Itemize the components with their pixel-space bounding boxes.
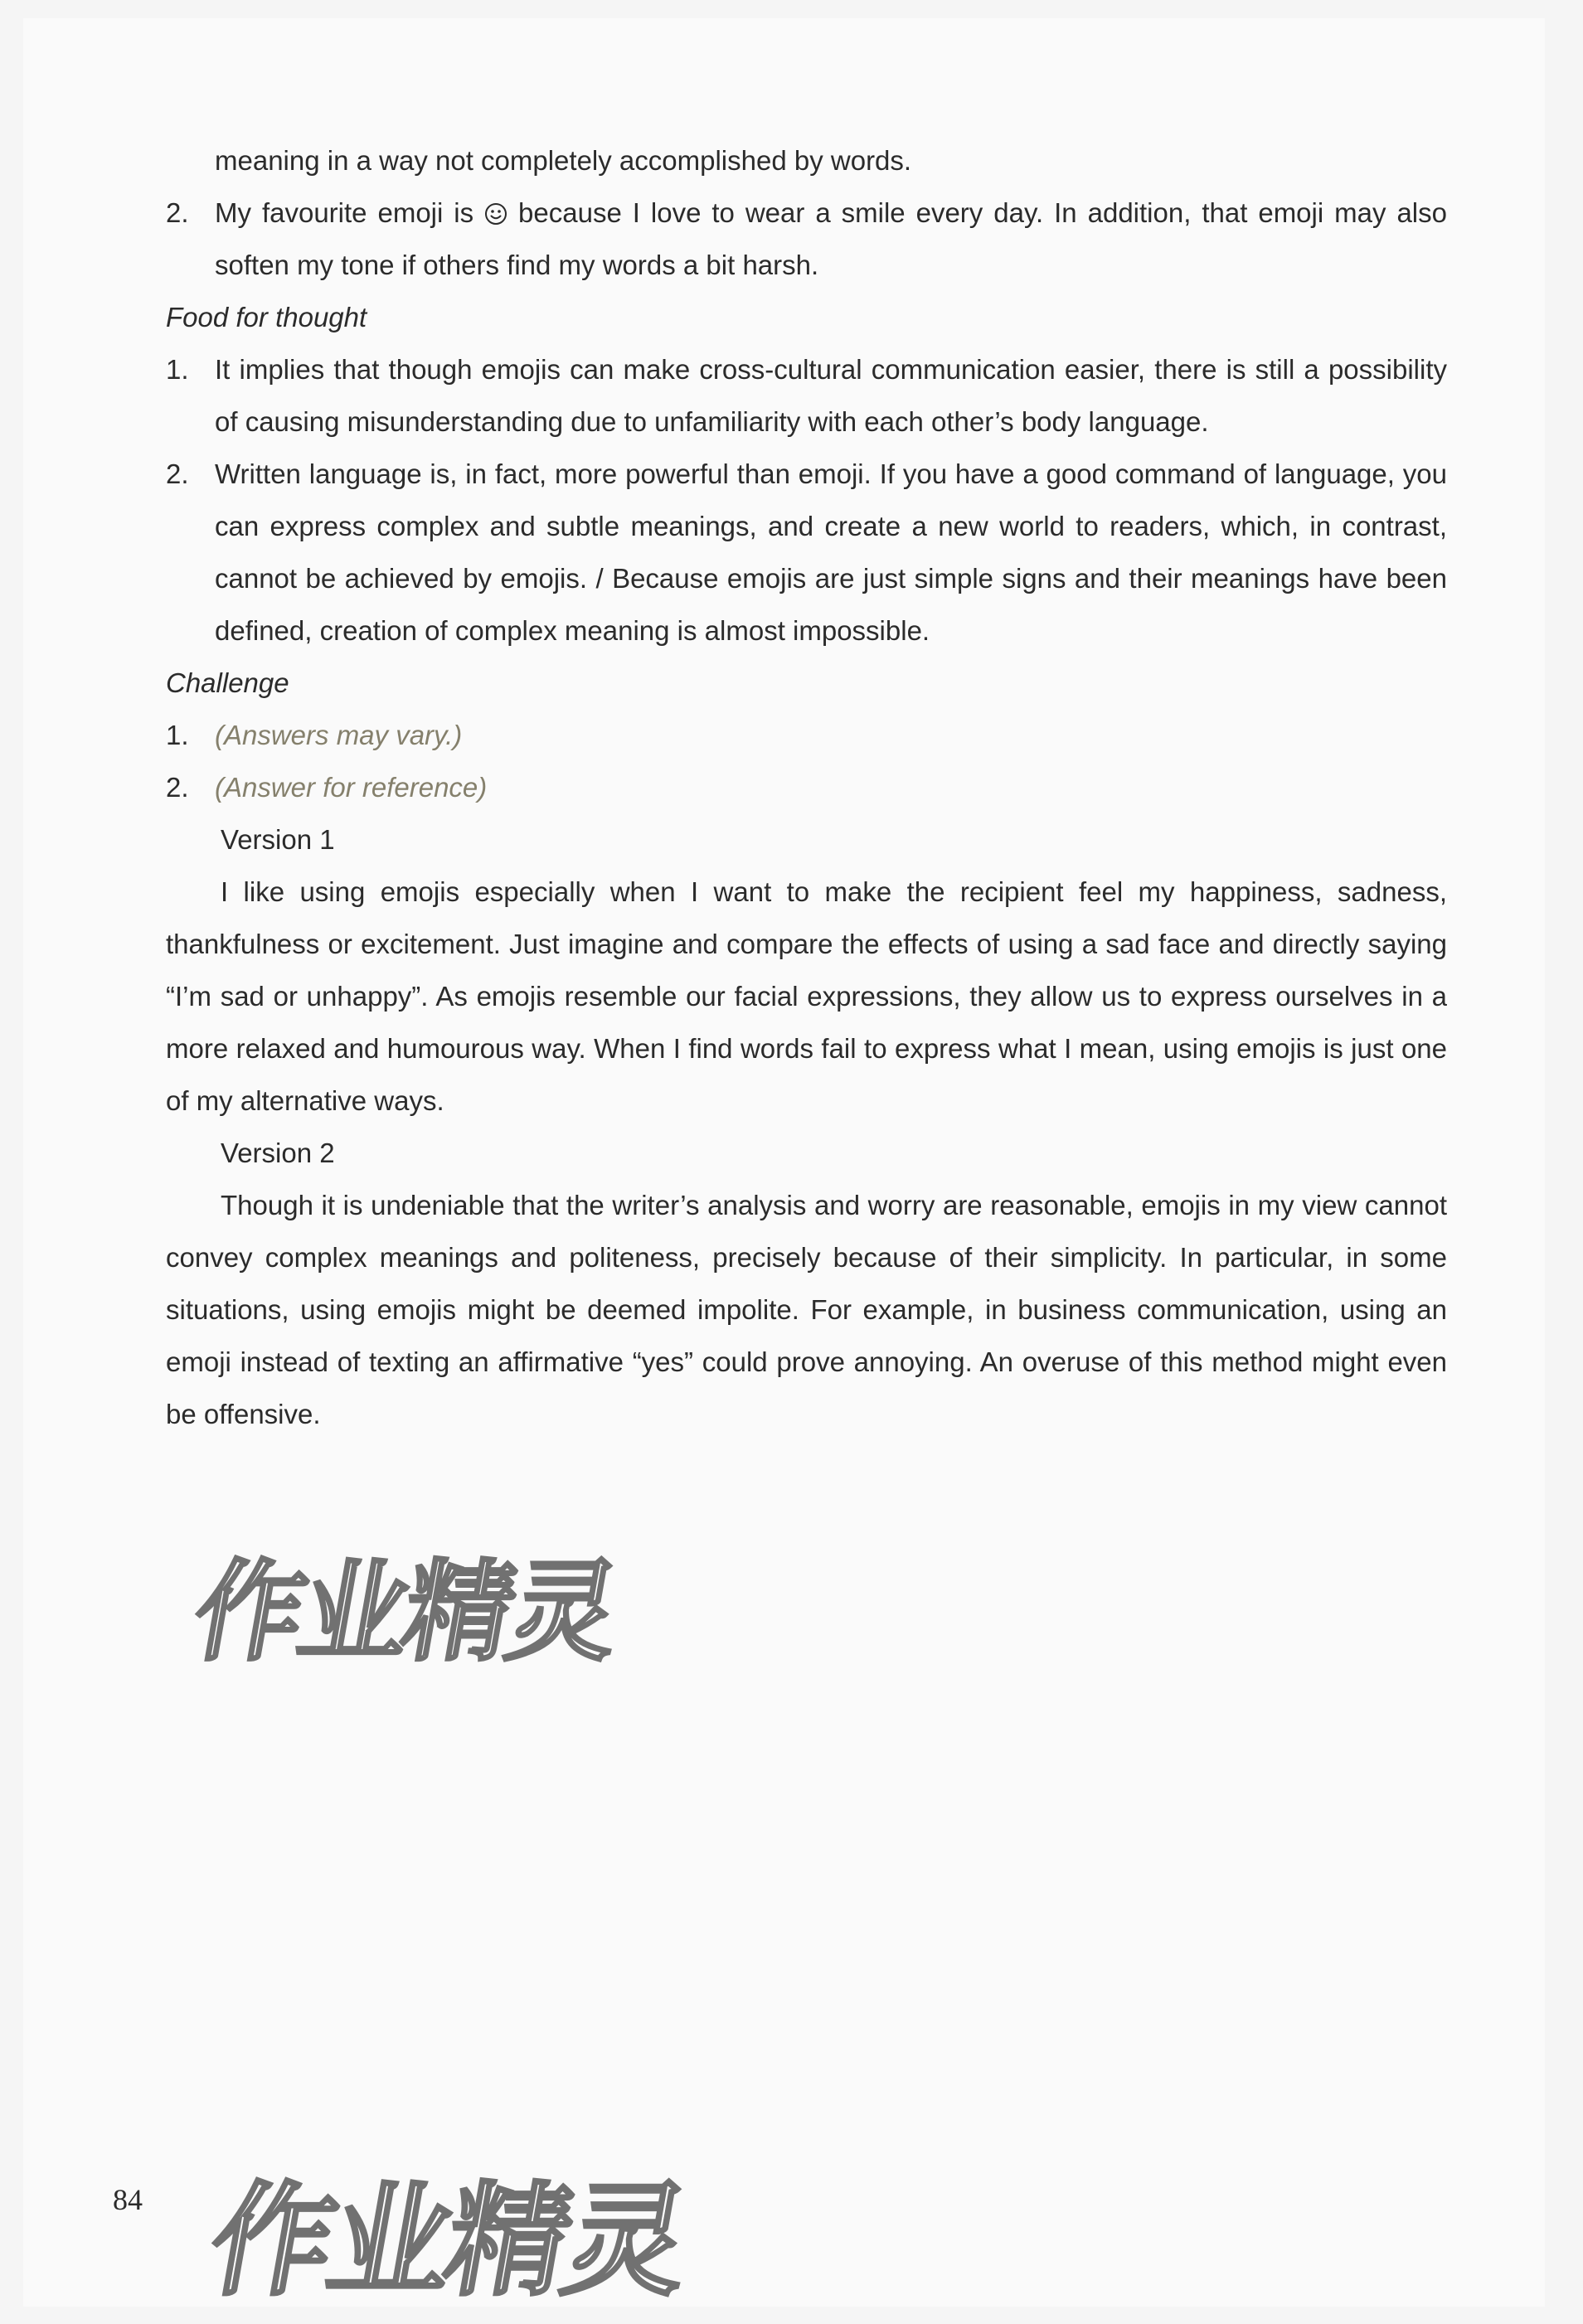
watermark-logo-bottom: 作业精灵 [199, 2170, 697, 2312]
version-2-paragraph: Though it is undeniable that the writer’s analysis and worry are reasonable, emojis in my view cannot convey complex meanings and politeness, precisely because of their simplicity. In particular, in some situations, using emojis might be deemed impolite. For example, in business communication, using an emoji instead of texting an affirmative “yes” could prove annoying. An overuse of this method might even be offensive. [166, 1190, 1447, 1429]
section-title-challenge: Challenge [166, 667, 289, 698]
answer-item-2 [166, 187, 1447, 291]
smiley-face-icon [484, 202, 507, 226]
version-1-paragraph: I like using emojis especially when I want to make the recipient feel my happiness, sadness, thankfulness or excitement. Just imagine and compare the effects of using a sad face and directly saying “I’m sad or unhappy”. As emojis resemble our facial expressions, they allow us to express ourselves in a more relaxed and humourous way. When I find words fail to express what I mean, using emojis is just one of my alternative ways. [166, 876, 1447, 1116]
item-number: 1. [166, 720, 189, 750]
version-2-label: Version 2 [221, 1138, 335, 1168]
answer-note: (Answers may vary.) [215, 720, 463, 750]
food-for-thought-item-2 [166, 448, 1447, 657]
page-number: 84 [113, 2183, 143, 2216]
answer-note: (Answer for reference) [215, 772, 488, 803]
watermark-logo: 作业精灵 [184, 1549, 625, 1676]
item-text: My favourite emoji is because I love to wear a smile every day. In addition, that emoji may also soften my tone if others find my words a bit harsh. [215, 197, 1447, 280]
answer-content [166, 134, 1447, 1440]
item-text: It implies that though emojis can make cross-cultural communication easier, there is still a possibility of causing misunderstanding due to unfamiliarity with each other’s body language. [215, 354, 1447, 437]
item-number: 1. [166, 354, 189, 385]
item-number: 2. [166, 197, 189, 228]
food-for-thought-item-1 [166, 343, 1447, 448]
version-1-label: Version 1 [221, 824, 335, 855]
challenge-item-1 [166, 709, 1447, 761]
item-number: 2. [166, 458, 189, 489]
section-title-food-for-thought: Food for thought [166, 302, 367, 332]
item-text: Written language is, in fact, more powerful than emoji. If you have a good command of language, you can express complex and subtle meanings, and create a new world to readers, which, in contrast, cannot be achieved by emojis. / Because emojis are just simple signs and their meanings have been defined, creation of complex meaning is almost impossible. [215, 458, 1447, 646]
challenge-item-2 [166, 761, 1447, 813]
continued-line: meaning in a way not completely accomplished by words. [215, 145, 912, 176]
item-number: 2. [166, 772, 189, 803]
